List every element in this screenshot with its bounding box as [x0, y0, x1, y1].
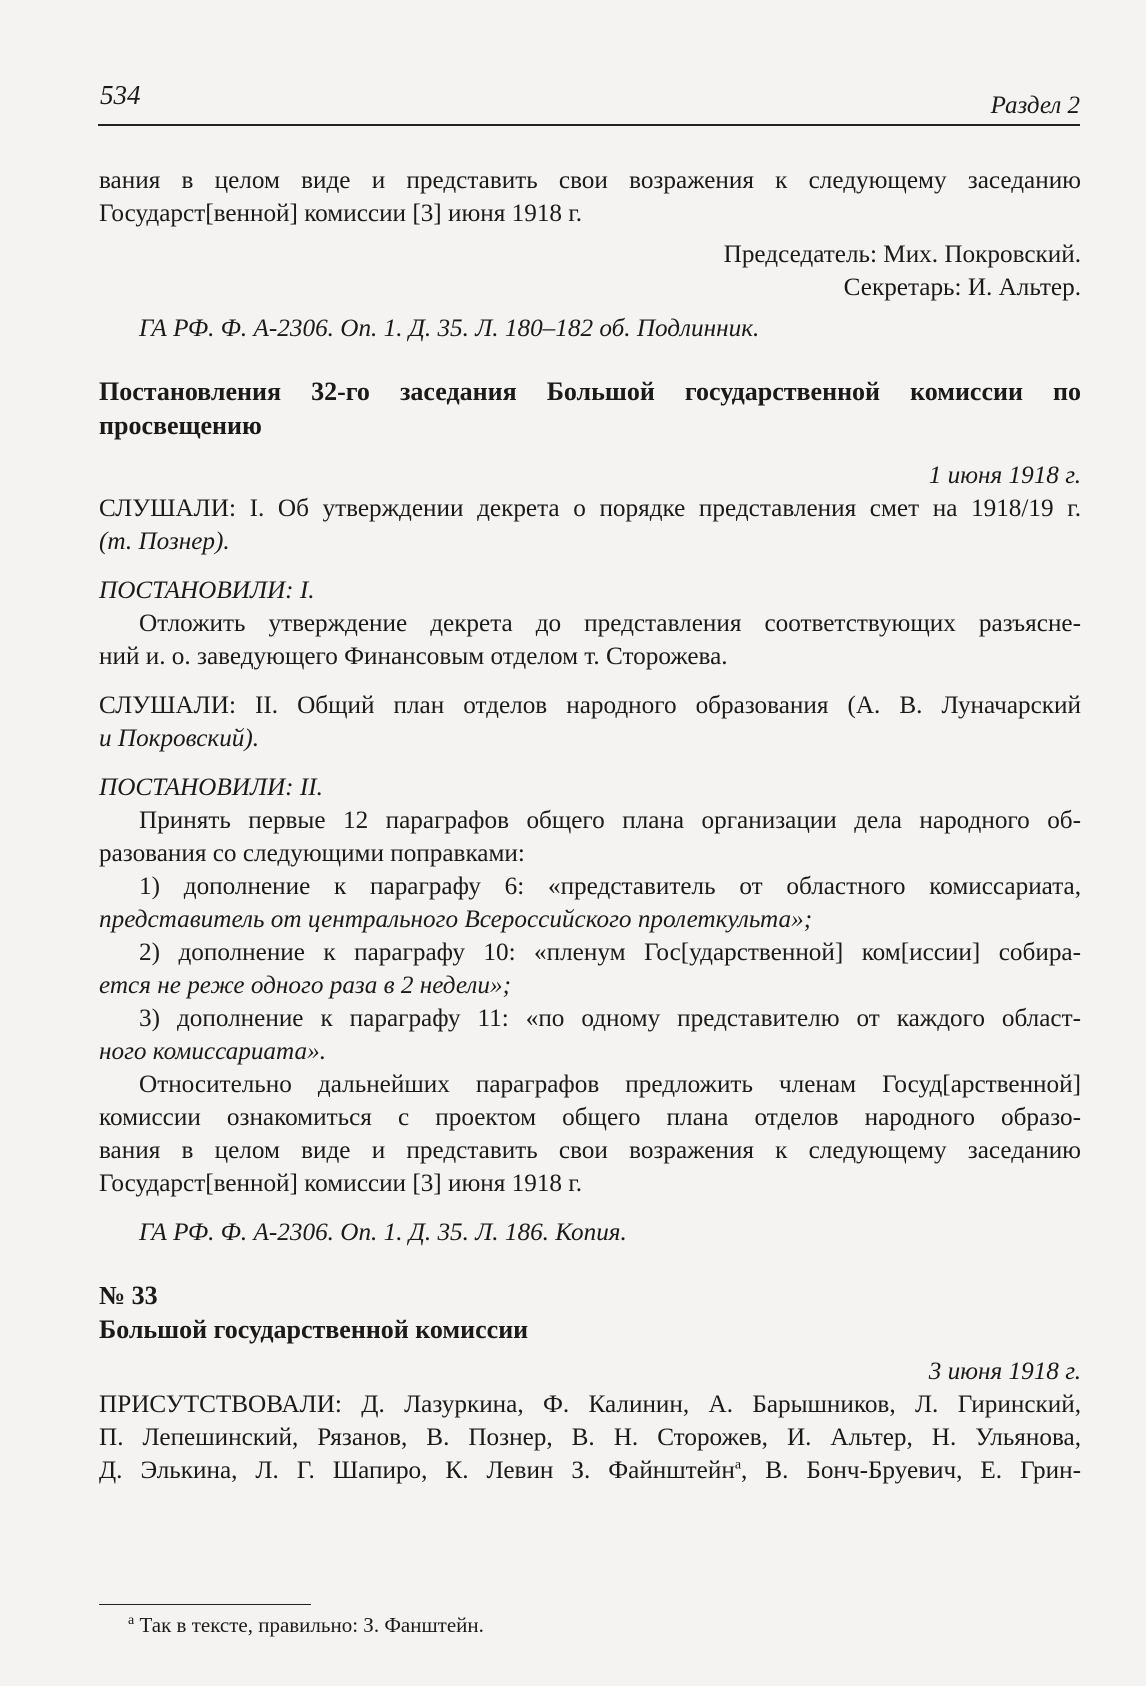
present-list-part: , В. Бонч-Бруевич, Е. Грин-	[741, 1457, 1081, 1484]
section-32	[99, 375, 1081, 1249]
present-list-part: Д. Элькина, Л. Г. Шапиро, К. Левин З. Файнштейн	[99, 1457, 735, 1484]
heard-item: СЛУШАЛИ: I. Об утверждении декрета о порядке представления смет на 1918/19 г.	[99, 495, 1081, 522]
page-number: 534	[100, 80, 141, 110]
heard-item: и Покровский).	[99, 725, 260, 752]
document-number: № 33	[99, 1281, 158, 1310]
secretary-signature: Секретарь: И. Альтер.	[843, 274, 1081, 301]
present-list: ПРИСУТСТВОВАЛИ: Д. Лазуркина, Ф. Калинин, А. Барышников, Л. Гиринский,	[99, 1391, 1081, 1418]
resolution-text: Относительно дальнейших параграфов предложить членам Госуд[арственной]	[139, 1071, 1081, 1098]
section-title: просвещению	[99, 411, 262, 440]
header-rule	[98, 124, 1080, 126]
resolution-text: Принять первые 12 параграфов общего плана организации дела народного об-	[139, 807, 1081, 834]
document-date: 1 июня 1918 г.	[928, 462, 1081, 489]
section-33	[99, 1279, 1081, 1487]
footnote-marker: а	[734, 1457, 742, 1473]
continuation-line: вания в целом виде и представить свои возражения к следующему заседанию	[99, 167, 1081, 194]
footnote-marker: а	[128, 1613, 135, 1628]
footnote-rule	[99, 1604, 311, 1605]
amendment-item: 3) дополнение к параграфу 11: «по одному представителю от каждого област-	[139, 1005, 1081, 1032]
amendment-item: 1) дополнение к параграфу 6: «представитель от областного комиссариата,	[139, 873, 1081, 900]
resolved-heading: ПОСТАНОВИЛИ: II.	[99, 774, 323, 801]
continuation-line: Государст[венной] комиссии [3] июня 1918 г.	[99, 200, 583, 227]
footnote-text: Так в тексте, правильно: З. Фанштейн.	[139, 1613, 484, 1637]
present-list: П. Лепешинский, Рязанов, В. Познер, В. Н. Сторожев, И. Альтер, Н. Ульянова,	[99, 1424, 1081, 1451]
heard-item: СЛУШАЛИ: II. Общий план отделов народного образования (А. В. Луначарский	[99, 692, 1081, 719]
resolution-text: вания в целом виде и представить свои возражения к следующему заседанию	[99, 1137, 1081, 1164]
resolution-text: разования со следующими поправками:	[99, 840, 525, 867]
present-list	[99, 1454, 1081, 1487]
section-title: Постановления 32-го заседания Большой государственной комиссии по	[99, 377, 1081, 406]
footnote	[128, 1612, 484, 1638]
amendment-item: представитель от центрального Всероссийского пролеткульта»;	[99, 906, 813, 933]
document-date: 3 июня 1918 г.	[928, 1358, 1081, 1385]
signatures	[99, 238, 1081, 304]
archive-reference: ГА РФ. Ф. А-2306. Оп. 1. Д. 35. Л. 186. Копия.	[139, 1219, 627, 1246]
document-body	[99, 164, 1081, 1487]
resolution-text: комиссии ознакомиться с проектом общего плана отделов народного образо-	[99, 1104, 1081, 1131]
resolution-text: Отложить утверждение декрета до представления соответствующих разъясне-	[139, 610, 1081, 637]
section-title: Большой государственной комиссии	[99, 1315, 529, 1344]
heard-item: (т. Познер).	[99, 528, 230, 555]
running-header-section: Раздел 2	[990, 92, 1080, 119]
amendment-item: ется не реже одного раза в 2 недели»;	[99, 972, 511, 999]
resolved-heading: ПОСТАНОВИЛИ: I.	[99, 577, 315, 604]
resolution-text: Государст[венной] комиссии [3] июня 1918 г.	[99, 1170, 583, 1197]
resolution-text: ний и. о. заведующего Финансовым отделом т. Сторожева.	[99, 643, 728, 670]
chair-signature: Председатель: Мих. Покровский.	[723, 241, 1081, 268]
amendment-item: ного комиссариата».	[99, 1038, 326, 1065]
archive-reference: ГА РФ. Ф. А-2306. Оп. 1. Д. 35. Л. 180–182 об. Подлинник.	[139, 315, 760, 342]
amendment-item: 2) дополнение к параграфу 10: «пленум Гос[ударственной] ком[иссии] собира-	[139, 939, 1081, 966]
